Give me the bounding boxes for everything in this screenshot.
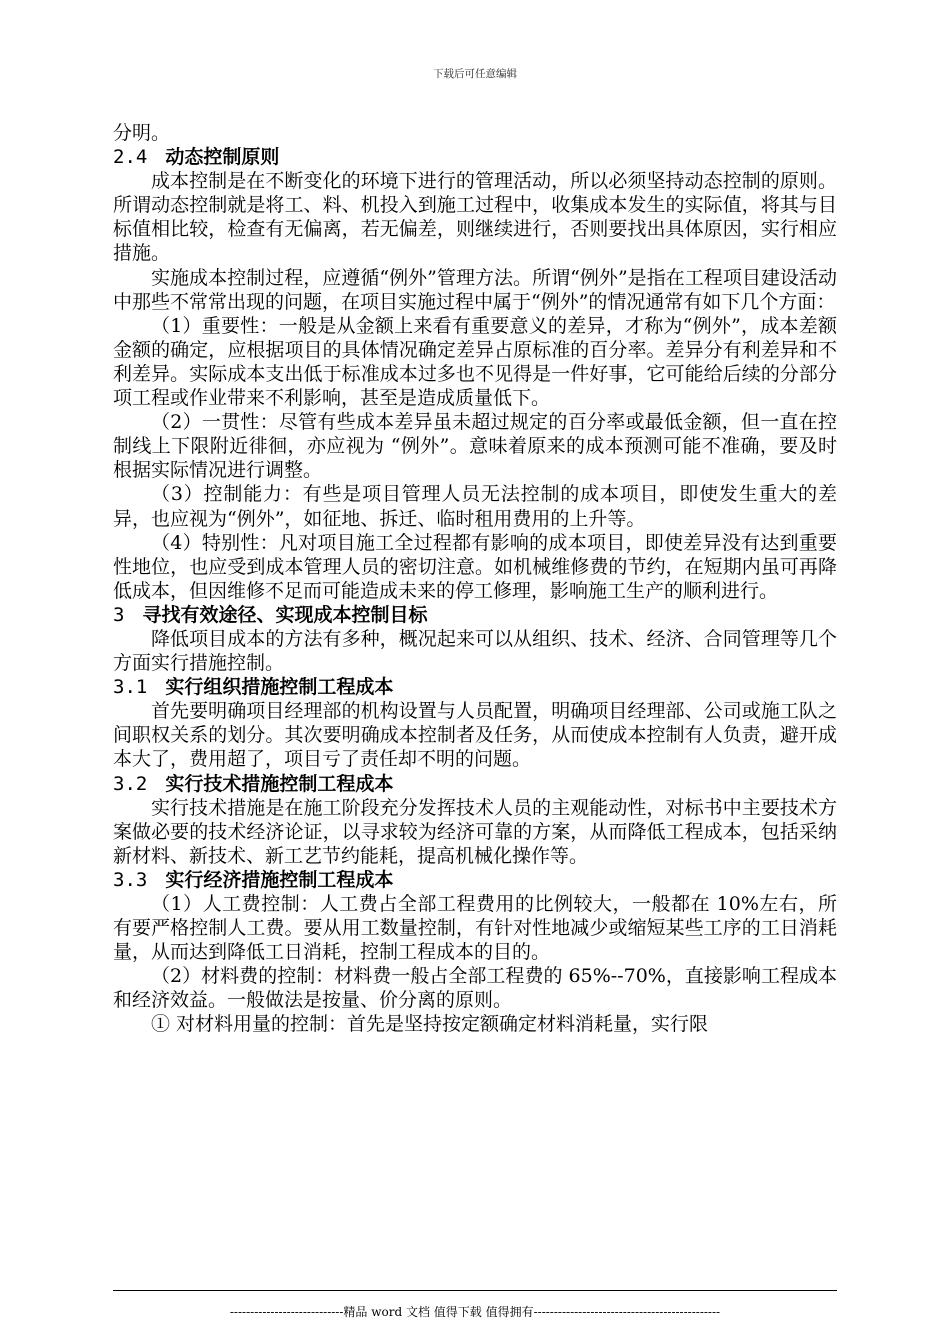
section-heading: [113, 145, 837, 169]
paragraph: （3）控制能力：有些是项目管理人员无法控制的成本项目，即使发生重大的差异，也应视为“例外”，如征地、拆迁、临时租用费用的上升等。: [113, 483, 837, 530]
paragraph: 成本控制是在不断变化的环境下进行的管理活动，所以必须坚持动态控制的原则。所谓动态控制就是将工、料、机投入到施工过程中，收集成本发生的实际值，将其与目标值相比较，检查有无偏离，若无偏差，则继续进行，否则要找出具体原因，实行相应措施。: [113, 170, 837, 265]
page-header: 下载后可任意编辑: [433, 68, 517, 80]
document-body: [113, 121, 837, 1037]
section-title: 动态控制原则: [165, 146, 280, 169]
section-number: 2.4: [113, 146, 148, 169]
section-heading: [113, 675, 837, 699]
page-footer: ----------------------------精品 word 文档 值得下载 值得拥有----------------------------------------------: [229, 1305, 721, 1319]
paragraph: ① 对材料用量的控制：首先是坚持按定额确定材料消耗量，实行限: [151, 1013, 709, 1036]
section-number: 3.3: [113, 868, 148, 891]
paragraph: （2）一贯性：尽管有些成本差异虽未超过规定的百分率或最低金额，但一直在控制线上下限附近徘徊，亦应视为 “例外”。意味着原来的成本预测可能不准确，要及时根据实际情况进行调整。: [113, 411, 837, 482]
paragraph: （4）特别性：凡对项目施工全过程都有影响的成本项目，即使差异没有达到重要性地位，也应受到成本管理人员的密切注意。如机械维修费的节约，在短期内虽可再降低成本，但因维修不足而可能造成未来的停工修理，影响施工生产的顺利进行。: [113, 531, 837, 602]
section-number: 3.2: [113, 772, 148, 795]
paragraph: 降低项目成本的方法有多种，概况起来可以从组织、技术、经济、合同管理等几个方面实行措施控制。: [113, 627, 837, 675]
section-number: 3: [113, 603, 125, 626]
section-heading: [113, 868, 837, 892]
paragraph: （1）重要性：一般是从金额上来看有重要意义的差异，才称为“例外”，成本差额金额的确定，应根据项目的具体情况确定差异占原标准的百分率。差异分有利差异和不利差异。实际成本支出低于标准成本过多也不见得是一件好事，它可能给后续的分部分项工程或作业带来不利影响，甚至是造成质量低下。: [113, 314, 837, 410]
section-heading: [113, 603, 837, 627]
paragraph: 首先要明确项目经理部的机构设置与人员配置，明确项目经理部、公司或施工队之间职权关系的划分。其次要明确成本控制者及任务，从而使成本控制有人负责，避开成本大了，费用超了，项目亏了责任却不明的问题。: [113, 700, 837, 771]
paragraph: （2）材料费的控制：材料费一般占全部工程费的 65%--70%，直接影响工程成本和经济效益。一般做法是按量、价分离的原则。: [113, 965, 837, 1012]
paragraph: 分明。: [113, 122, 171, 144]
section-title: 实行组织措施控制工程成本: [165, 676, 394, 699]
section-title: 寻找有效途径、实现成本控制目标: [142, 603, 428, 626]
section-number: 3.1: [113, 676, 148, 699]
paragraph: 实施成本控制过程，应遵循“例外”管理方法。所谓“例外”是指在工程项目建设活动中那些不常常出现的问题，在项目实施过程中属于“例外”的情况通常有如下几个方面：: [113, 266, 837, 313]
section-title: 实行技术措施控制工程成本: [165, 772, 394, 795]
paragraph: （1）人工费控制：人工费占全部工程费用的比例较大，一般都在 10%左右，所有要严格控制人工费。要从用工数量控制，有针对性地减少或缩短某些工序的工日消耗量，从而达到降低工日消耗，控制工程成本的目的。: [113, 893, 837, 964]
paragraph: 实行技术措施是在施工阶段充分发挥技术人员的主观能动性，对标书中主要技术方案做必要的技术经济论证，以寻求较为经济可靠的方案，从而降低工程成本，包括采纳新材料、新技术、新工艺节约能耗，提高机械化操作等。: [113, 796, 837, 867]
section-heading: [113, 772, 837, 796]
footer-divider: [113, 1290, 837, 1291]
section-title: 实行经济措施控制工程成本: [165, 868, 394, 891]
